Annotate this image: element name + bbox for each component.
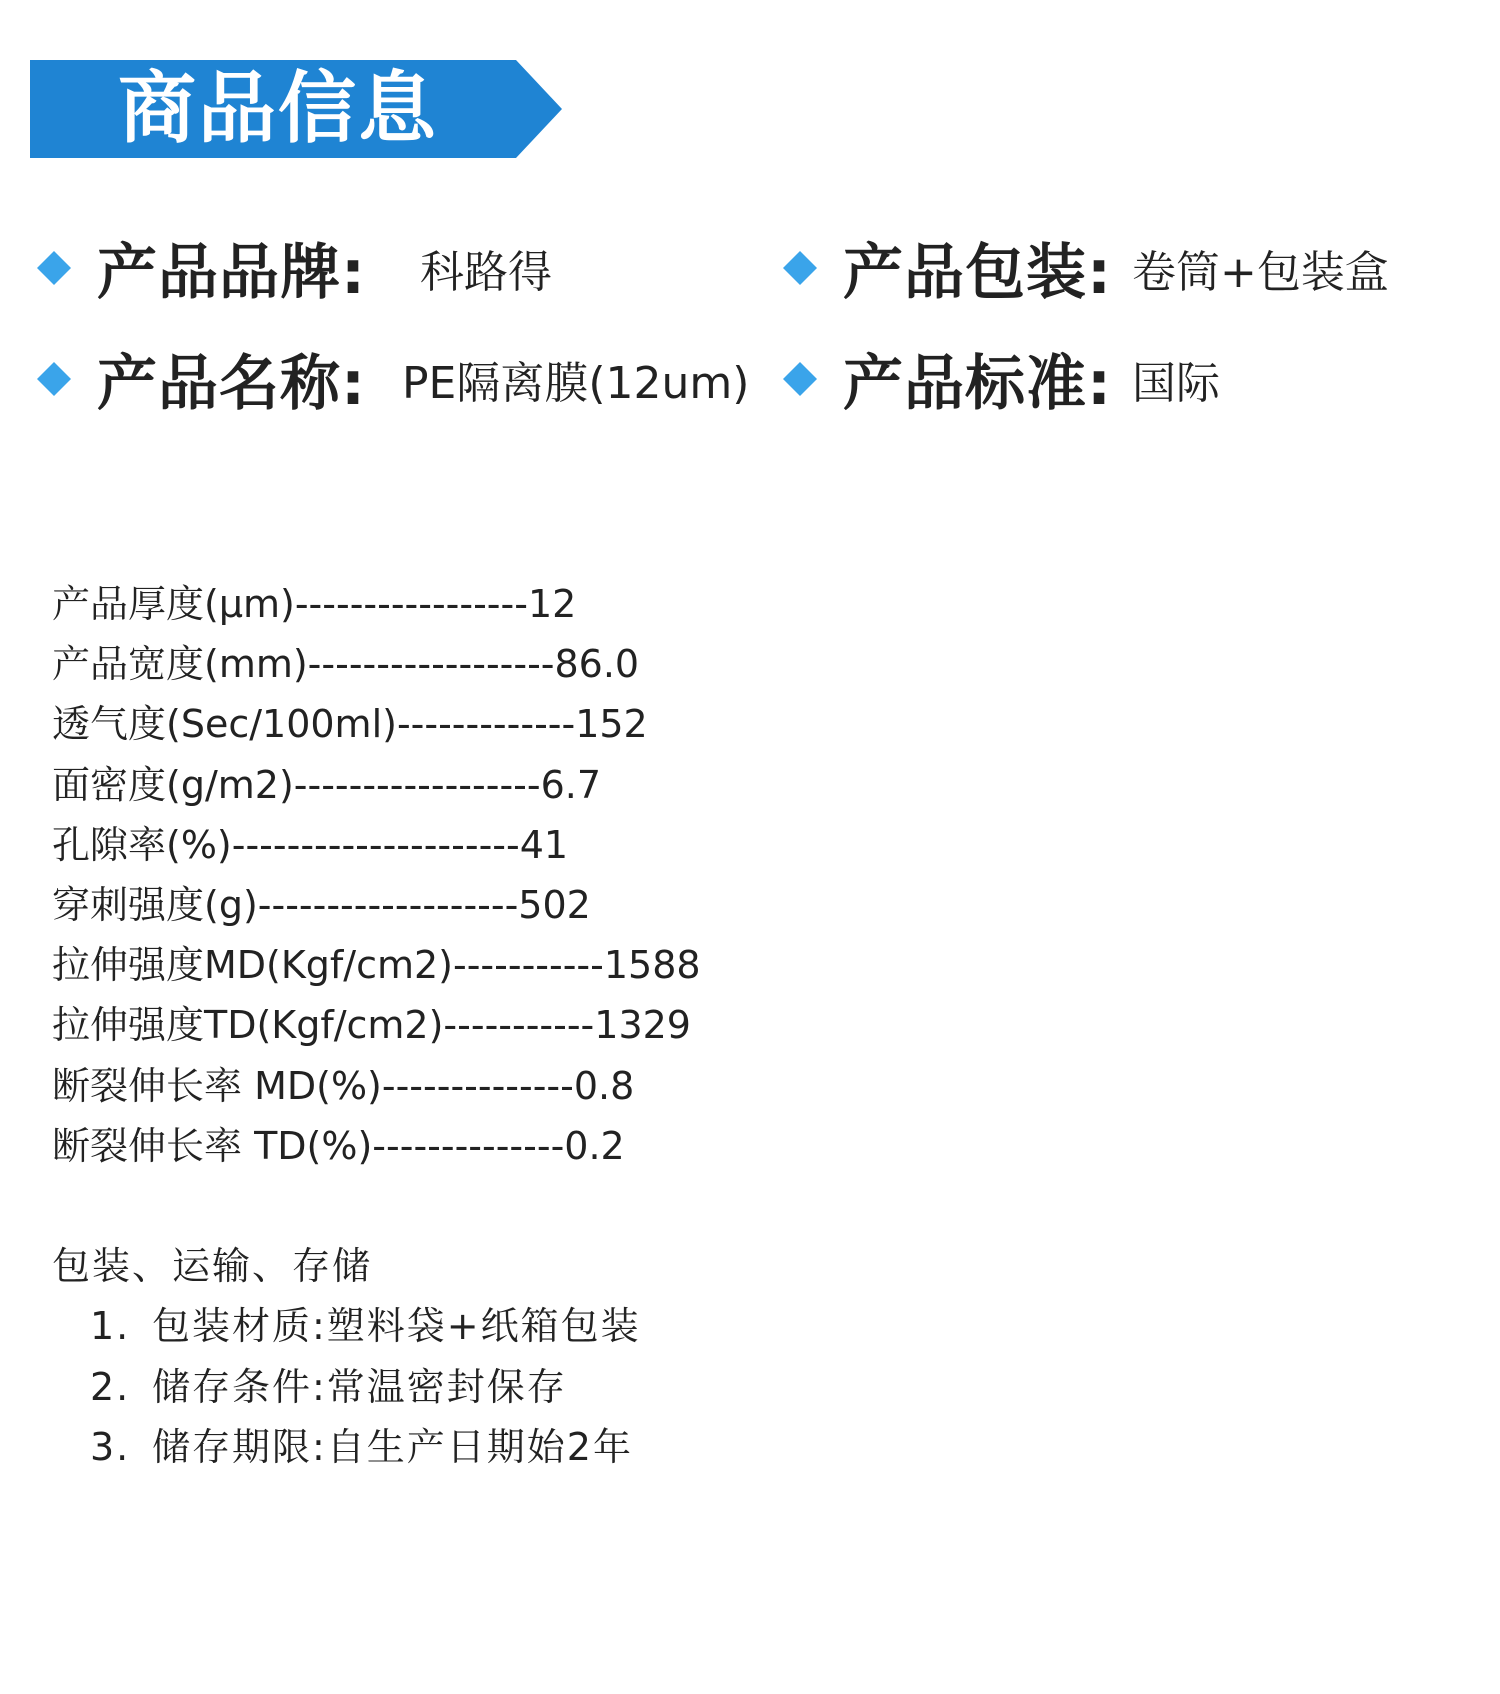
spec-row-tensile-td: 拉伸强度TD(Kgf/cm2)-----------1329 xyxy=(52,1003,691,1048)
info-standard xyxy=(776,339,1220,419)
info-standard-label: 产品标准: xyxy=(843,349,1112,419)
spec-row-elongation-md: 断裂伸长率 MD(%)--------------0.8 xyxy=(52,1063,635,1108)
info-name-value: PE隔离膜(12um) xyxy=(402,358,750,409)
diamond-bullet-icon xyxy=(37,251,71,285)
spec-row-elongation-td: 断裂伸长率 TD(%)--------------0.2 xyxy=(52,1123,625,1168)
packaging-item-storage-period xyxy=(90,1417,641,1478)
info-brand xyxy=(30,228,552,308)
spec-row-areal-density: 面密度(g/m2)------------------6.7 xyxy=(52,762,602,807)
spec-row-air-permeability: 透气度(Sec/100ml)-------------152 xyxy=(52,702,648,747)
packaging-list xyxy=(90,1296,641,1478)
spec-row-width: 产品宽度(mm)------------------86.0 xyxy=(52,642,640,687)
list-number: 1. xyxy=(90,1304,131,1348)
packaging-item-storage-condition xyxy=(90,1357,641,1418)
spec-row-porosity: 孔隙率(%)---------------------41 xyxy=(52,822,569,867)
diamond-bullet-icon xyxy=(783,251,817,285)
info-brand-value: 科路得 xyxy=(420,247,552,298)
spec-row-tensile-md: 拉伸强度MD(Kgf/cm2)-----------1588 xyxy=(52,943,701,988)
diamond-bullet-icon xyxy=(37,362,71,396)
page-title: 商品信息 xyxy=(118,64,439,154)
packaging-item-material xyxy=(90,1296,641,1357)
info-name-label: 产品名称: xyxy=(97,349,366,419)
diamond-bullet-icon xyxy=(783,362,817,396)
info-packaging-value: 卷筒+包装盒 xyxy=(1132,247,1389,298)
spec-row-thickness: 产品厚度(μm)-----------------12 xyxy=(52,582,577,626)
info-name xyxy=(30,339,749,419)
info-packaging xyxy=(776,228,1389,308)
info-brand-label: 产品品牌: xyxy=(97,238,366,308)
header-banner xyxy=(30,60,562,158)
spec-row-puncture-strength: 穿刺强度(g)-------------------502 xyxy=(52,882,591,927)
spec-list xyxy=(52,574,812,1176)
info-packaging-label: 产品包装: xyxy=(843,238,1112,308)
info-standard-value: 国际 xyxy=(1132,358,1220,409)
list-number: 3. xyxy=(90,1425,131,1469)
packaging-item-text: 储存期限:自生产日期始2年 xyxy=(152,1425,633,1469)
packaging-heading: 包装、运输、存储 xyxy=(52,1244,373,1288)
packaging-item-text: 包装材质:塑料袋+纸箱包装 xyxy=(152,1304,641,1348)
list-number: 2. xyxy=(90,1364,131,1409)
packaging-item-text: 储存条件:常温密封保存 xyxy=(152,1364,567,1409)
